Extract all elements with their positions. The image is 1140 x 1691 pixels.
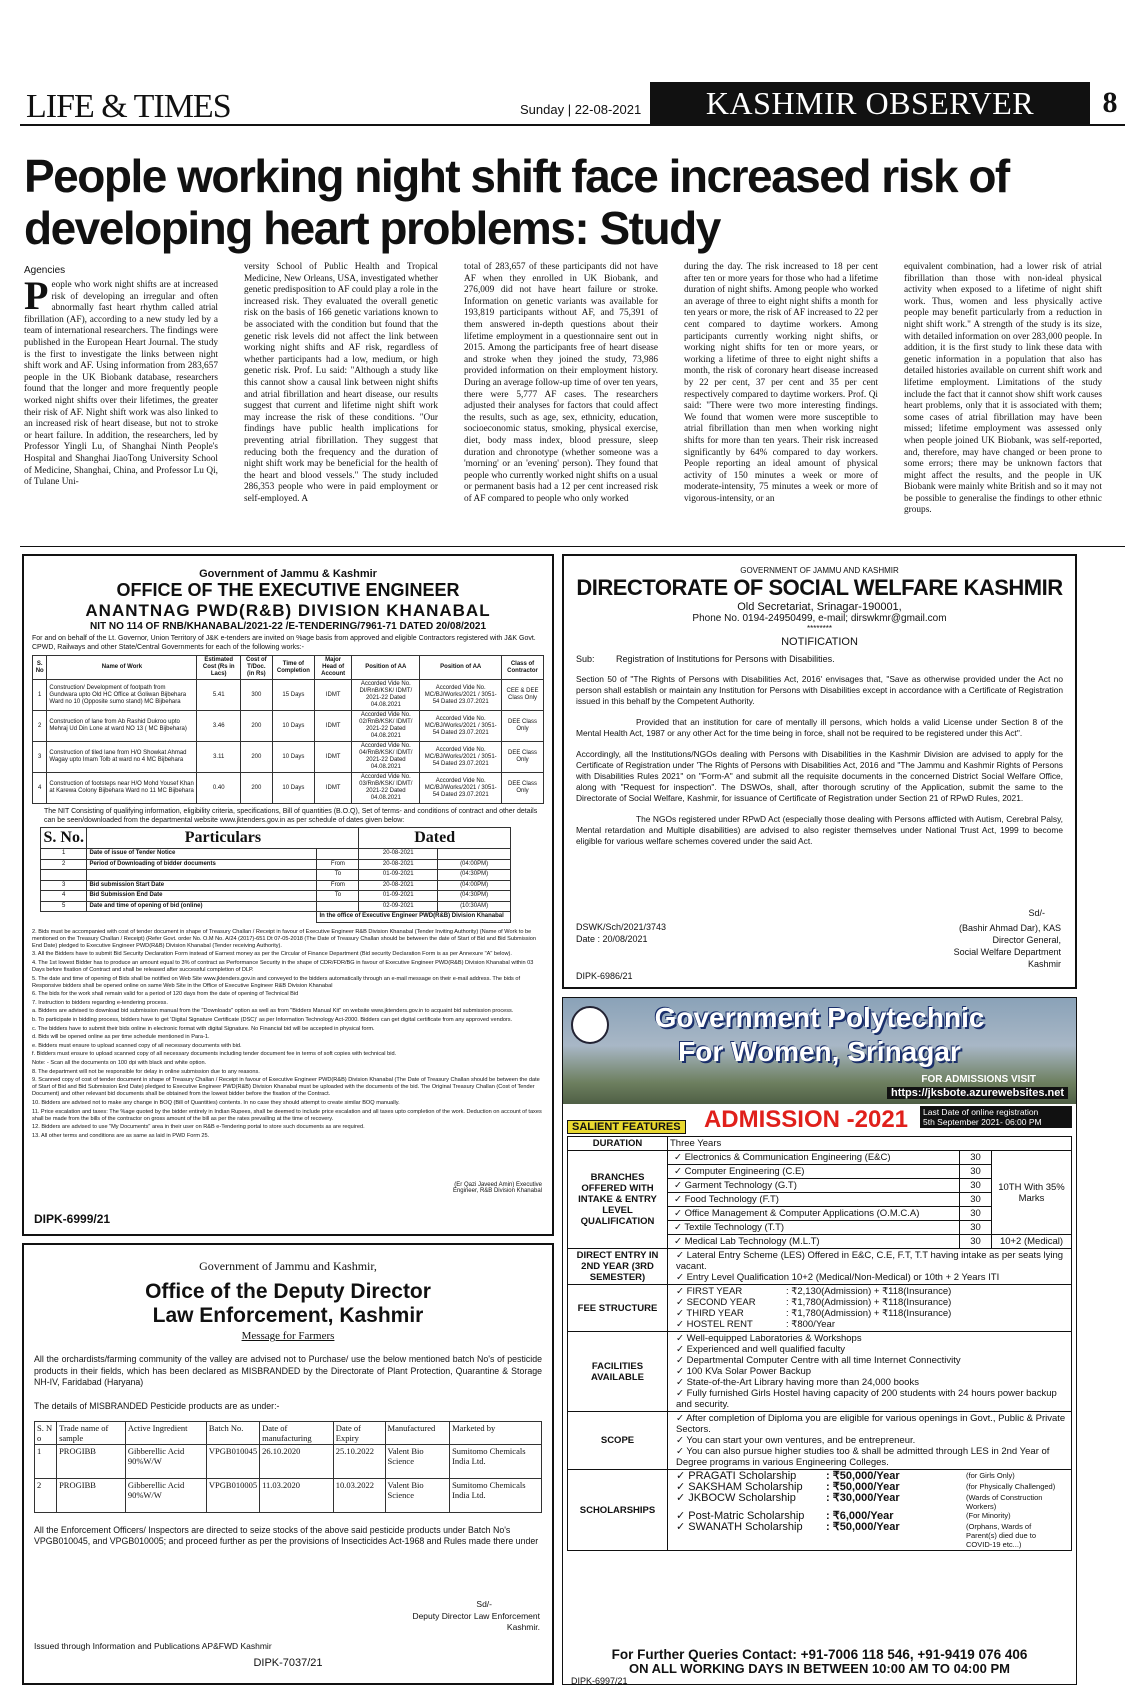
working-hours: ON ALL WORKING DAYS IN BETWEEN 10:00 AM TO 04:00 PM	[629, 1661, 1010, 1676]
table-cell: 200	[241, 773, 273, 804]
poly-title-2: For Women, Srinagar	[678, 1036, 961, 1067]
ad-pwd-tender	[22, 554, 554, 1236]
ad-signature: (Er Qazi Javeed Amin) Executive Engineer, R&B Division Khanabal	[452, 1182, 542, 1194]
table-header: Active Ingredient	[125, 1421, 206, 1444]
scholarship-name: ✓ SWANATH Scholarship	[676, 1521, 803, 1533]
table-cell: DEE Class Only	[502, 742, 544, 773]
table-row	[41, 891, 511, 902]
table-cell: Valent Bio Science	[385, 1478, 450, 1512]
term-item: b. To participate in bidding process, bidders have to get 'Digital Signature Certificate (DSC)' as per Information Technology Act-2000. Bidders can get digital certificate from any approved vendors.	[32, 1017, 513, 1024]
works-table	[32, 655, 544, 804]
table-cell: Accorded Vide No. MC/BJ/Works/2021 / 3051-54 Dated 23.07.2021	[420, 742, 502, 773]
table-row	[568, 1151, 1072, 1165]
features-table	[567, 1136, 1072, 1551]
duration-value: Three Years	[668, 1137, 1072, 1151]
fee-amount: : ₹1,780(Admission) + ₹118(Insurance)	[786, 1297, 952, 1308]
list-item: ✓ After completion of Diploma you are eligible for various openings in Govt., Public & Private Sectors.	[676, 1413, 1066, 1435]
table-cell: Construction of footsteps near H/O Mohd Yousef Khan at Karewa Colony Bijbehara Ward no 11 MC Bijbehara	[47, 773, 197, 804]
dipk-number: DIPK-6997/21	[571, 1676, 628, 1685]
table-row	[35, 1478, 542, 1512]
signer-block	[954, 922, 1061, 970]
para-2: Provided that an institution for care of mentally ill persons, which holds a valid License under Section 8 of the Mental Health Act, 1987 or any other Act for the time being in force, shall not be required to be registered under this Act".	[576, 717, 1063, 738]
branch-seats: 30	[960, 1235, 992, 1249]
table-cell: 10.03.2022	[333, 1478, 385, 1512]
subject-label: Sub:	[576, 654, 595, 664]
article-byline: Agencies	[24, 265, 66, 276]
stars: ********	[807, 624, 832, 633]
table-cell: CEE & DEE Class Only	[502, 680, 544, 711]
schedule-footer: In the office of Executive Engineer PWD(R&B) Division Khanabal	[317, 912, 511, 923]
signer-name: (Bashir Ahmad Dar), KAS	[958, 923, 1061, 933]
branch-name: ✓ Food Technology (F.T)	[668, 1193, 960, 1207]
notification-heading: NOTIFICATION	[781, 636, 858, 648]
table-header: Estimated Cost (Rs in Lacs)	[197, 656, 241, 680]
dipk-number: DIPK-6999/21	[34, 1212, 111, 1226]
table-cell: Construction of tiled lane from H/O Showkat Ahmad Wagay upto Imam Tolb at ward no 4 MC Bijbehara	[47, 742, 197, 773]
table-cell: 3	[41, 880, 87, 891]
list-item: ✓ Entry Level Qualification 10+2 (Medical/Non-Medical) or 10th + 2 Years ITI	[676, 1272, 1000, 1283]
signer-title: Director General,	[992, 935, 1061, 945]
row-label: DURATION	[568, 1137, 668, 1151]
list-item: ✓ Lateral Entry Scheme (LES) Offered in E&C, C.E, F.T, T.T having intake as per seats lying vacant.	[676, 1250, 1064, 1272]
ad-address: Old Secretariat, Srinagar-190001,	[737, 601, 902, 613]
table-cell: DEE Class Only	[502, 711, 544, 742]
article-headline: People working night shift face increased risk of developing heart problems: Study	[24, 150, 1009, 254]
ad-title-1: Office of the Deputy Director	[145, 1280, 431, 1303]
signer-title: Deputy Director Law Enforcement	[412, 1611, 540, 1621]
table-row	[568, 1412, 1072, 1470]
term-item: a. Bidders are advised to download bid submission manual from the "Downloads" option as well as from "Bidders Manual Kit" on website www.jktenders.gov.in to acquaint bid submission process.	[32, 1008, 514, 1015]
scholarship-name: ✓ PRAGATI Scholarship	[676, 1470, 797, 1482]
fee-year: ✓ THIRD YEAR	[676, 1308, 744, 1319]
table-header: Major Head of Account	[315, 656, 352, 680]
ad-nit: NIT NO 114 OF RNB/KHANABAL/2021-22 /E-TENDERING/7961-71 DATED 20/08/2021	[89, 621, 487, 632]
para-1: All the orchardists/farming community of the valley are advised not to Purchase/ use the below mentioned batch No's of pesticide products in their fields, which has been declared as MISBRANDED by the Directorate of Plant Protection, Quarantine & Storage NH-IV, Faridabad (Haryana)	[34, 1354, 542, 1387]
table-cell: (10:30AM)	[438, 901, 511, 912]
table-header: Date of manufacturing	[260, 1421, 334, 1444]
admission-url[interactable]: https://jksbote.azurewebsites.net	[887, 1087, 1068, 1099]
branch-seats: 30	[960, 1151, 992, 1165]
branch-name: ✓ Textile Technology (T.T)	[668, 1221, 960, 1235]
table-cell: Period of Downloading of bidder documents	[87, 859, 317, 870]
term-item: e. Bidders must ensure to upload scanned copy of all necessary documents with bid.	[32, 1042, 242, 1049]
admission-year: ADMISSION -2021	[703, 1106, 909, 1133]
term-item: 8. The department will not be responsible for delay in online submission due to any reasons.	[32, 1068, 260, 1075]
table-cell: 3.11	[197, 742, 241, 773]
scholarship-note: (Orphans, Wards of Parent(s) died due to COVID-19 etc...)	[966, 1522, 1037, 1549]
table-header: Cost of T/Doc. (in Rs)	[241, 656, 273, 680]
table-header: Class of Contractor	[502, 656, 544, 680]
table-cell: (04:30PM)	[438, 891, 511, 902]
term-item: d. Bids will be opened online as per time schedule mentioned in Para-1.	[32, 1034, 210, 1041]
table-cell: 11.03.2020	[260, 1478, 334, 1512]
branch-seats: 30	[960, 1193, 992, 1207]
branch-seats: 30	[960, 1179, 992, 1193]
table-row	[33, 742, 544, 773]
table-cell: Construction/ Development of footpath from Gundwara upto Old HC Office at Goliwan Bijbehara Ward no 10 (Opposite sumo stand) MC Bijbehara	[47, 680, 197, 711]
para-4: The NGOs registered under RPwD Act (especially those dealing with Persons afflicted with Autism, Cerebral Palsy, Mental retardation and Multiple disabilities) are advised to also register themselves under National Trust Act, 1999 to become eligible for various welfare schemes covered under the said Act.	[576, 814, 1063, 846]
para-3: Accordingly, all the Institutions/NGOs dealing with Persons with Disabilities in the Kashmir Division are advised to apply for the Certificate of Registration under 'The Rights of Persons with Disabilities Act, 2016 and "The Jammu and Kashmir Rights of Persons with Disabilities Rules 2021" on "Form-A" and submit all the requisite documents in the concerned District Social Welfare Office, along with "Request for inspection". The DSWOs, shall, after thorough scrutiny of the Application, submit the same to the Directorate of Social Welfare, Kashmir, for issuance of Certificate of Registration under Section 21 of RPwD Rules, 2021.	[576, 749, 1063, 803]
fee-list	[668, 1285, 1072, 1332]
scholarship-amount: : ₹50,000/Year	[826, 1481, 900, 1493]
table-cell: 5.41	[197, 680, 241, 711]
table-cell: Accorded Vide No. 03/RnB/KSK/ IDMT/ 2021-22 Dated 04.08.2021	[352, 773, 420, 804]
table-cell: 20-08-2021	[359, 880, 438, 891]
row-label: FEE STRUCTURE	[568, 1285, 668, 1332]
ad-note: The NIT Consisting of qualifying information, eligibility criteria, specifications, Bill of quantities (B.O.Q), Set of terms- and conditions of contract and other details can be seen/downloaded from the departmental website www.jktenders.gov.in as per schedule of dates given below:	[44, 808, 538, 824]
scholarship-name: ✓ SAKSHAM Scholarship	[676, 1481, 803, 1493]
table-header: S. N o	[35, 1421, 57, 1444]
table-cell: 20-08-2021	[359, 849, 438, 860]
table-cell: Sumitomo Chemicals India Ltd.	[450, 1478, 542, 1512]
dipk-number: DIPK-7037/21	[253, 1657, 323, 1669]
list-item: ✓ Fully furnished Girls Hostel having capacity of 200 students with 24 hours power backup and security.	[676, 1388, 1057, 1410]
fee-amount: : ₹800/Year	[786, 1319, 836, 1330]
ad-law-enforcement	[22, 1243, 554, 1685]
table-cell: Valent Bio Science	[385, 1444, 450, 1478]
branch-name: ✓ Office Management & Computer Applications (O.M.C.A)	[668, 1207, 960, 1221]
scholarship-item	[670, 1493, 1069, 1511]
facilities-list	[668, 1332, 1072, 1412]
table-header: S. No.	[41, 828, 87, 849]
article-column-3	[464, 262, 658, 538]
table-cell: 10 Days	[272, 711, 314, 742]
ad-title-2: Law Enforcement, Kashmir	[152, 1304, 424, 1327]
table-header: Particulars	[87, 828, 359, 849]
column-text: total of 283,657 of these participants did not have AF when they enrolled in UK Biobank, and 276,009 did not have heart failure or stroke. Information on genetic variants was available for 193,819 participants without AF, and 75,391 of them answered in-depth questions about their lifetime employment in a questionnaire sent out in 2015. Among the participants free of heart disease and stroke when they joined the study, 73,986 provided information on their employment history. During an average follow-up time of over ten years, there were 5,777 AF cases. The researchers adjusted their analyses for factors that could affect the results, such as age, sex, ethnicity, education, socioeconomic status, smoking, physical exercise, diet, body mass index, blood pressure, sleep duration and chronotype (whether someone was a 'morning' or an 'evening' person). They found that people who currently worked night shifts on a usual or permanent basis had a 12 per cent increased risk of AF compared to people who only worked	[464, 262, 658, 504]
table-cell: Date and time of opening of bid (online)	[87, 901, 317, 912]
scholarship-note: (for Physically Challenged)	[966, 1482, 1056, 1491]
table-cell: DEE Class Only	[502, 773, 544, 804]
row-label: SCHOLARSHIPS	[568, 1470, 668, 1551]
article-column-2	[244, 262, 438, 538]
issued-by: Issued through Information and Publications AP&FWD Kashmir	[34, 1641, 272, 1651]
table-row	[568, 1137, 1072, 1151]
table-row	[41, 870, 511, 881]
table-cell: 1	[33, 680, 47, 711]
table-cell: IDMT	[315, 711, 352, 742]
table-row	[41, 849, 511, 860]
table-cell: IDMT	[315, 742, 352, 773]
table-cell: Sumitomo Chemicals India Ltd.	[450, 1444, 542, 1478]
term-item: 5. The date and time of opening of Bids shall be notified on Web Site www.jktenders.gov.in and conveyed to the bidders automatically through an e-mail message on their e-mail address. The bids of Responsive bidders shall be opened online on same Web Site in the Office of Executive Engineer R&B Division Khanabal	[32, 975, 521, 989]
branch-name: ✓ Garment Technology (G.T)	[668, 1179, 960, 1193]
branch-seats: 30	[960, 1221, 992, 1235]
table-cell: 200	[241, 742, 273, 773]
table-header: Date of Expiry	[333, 1421, 385, 1444]
table-cell: To	[317, 891, 359, 902]
table-header: Time of Completion	[272, 656, 314, 680]
last-date-line-2: 5th September 2021- 06:00 PM	[923, 1117, 1042, 1127]
message-heading: Message for Farmers	[241, 1330, 335, 1342]
term-item: f. Bidders must ensure to upload scanned copy of all necessary documents including tender document fee in terms of soft copies with technical bid.	[32, 1051, 397, 1058]
para-1: Section 50 of "The Rights of Persons with Disabilities Act, 2016' envisages that, "Save as otherwise provided under the Act no person shall establish or maintain any Institution for Persons with Disabilities except in accordance with a Certificate of Registration issued in this behalf by the Competent Authority.	[576, 674, 1063, 706]
table-header: Name of Work	[47, 656, 197, 680]
table-cell	[41, 870, 87, 881]
table-row	[41, 880, 511, 891]
table-cell: 3	[33, 742, 47, 773]
term-item: 10. Bidders are advised not to make any change in BOQ (Bill of Quantities) contents. In no case they should attempt to create similar BOQ manually.	[32, 1099, 400, 1106]
table-cell: Accorded Vide No. 04/RnB/KSK/ IDMT/ 2021-22 Dated 04.08.2021	[352, 742, 420, 773]
table-cell: Construction of lane from Ab Rashid Dukroo upto Mehraj Ud Din Lone at ward NO 13 ( MC Bijbehara)	[47, 711, 197, 742]
term-item: 9. Scanned copy of cost of tender document in shape of Treasury Challan / Receipt in favour of Executive Engineer PWD(R&B) Division Khanabal (The Date of Treasury Challan should be between the date of Start of Bid and Bid Submission End Date) pledged to Executive Engineer PWD(R&B) Division Khanabal must be uploaded with the documents of the bid. The Original Treasury Challan (Cost of Tender Document) and other relevant bid documents shall be obtained from the lowest bidder before the fixation of the Contract.	[32, 1077, 540, 1098]
fee-item	[670, 1297, 1069, 1308]
pesticide-table	[34, 1421, 542, 1513]
table-cell	[87, 870, 317, 881]
branch-seats: 30	[960, 1207, 992, 1221]
table-cell	[438, 849, 511, 860]
page-number: 8	[1102, 86, 1118, 119]
table-cell	[317, 901, 359, 912]
table-row	[568, 1249, 1072, 1285]
term-item: 4. The 1st lowest Bidder has to produce an amount equal to 3% of contract as Performance Security in the shape of CDR/FDR/BG in favour of Executive Engineer PWD(R&B) Division Khanabal within 03 Days before fixation of Contract and shall be released after successful completion of DLP.	[32, 959, 534, 973]
scholarship-list	[668, 1470, 1072, 1551]
subject-text: Registration of Institutions for Persons with Disabilities.	[616, 654, 835, 664]
table-cell: 3.46	[197, 711, 241, 742]
ad-polytechnic	[562, 997, 1077, 1685]
table-cell: To	[317, 870, 359, 881]
list-item: ✓ Departmental Computer Centre with all time Internet Connectivity	[676, 1355, 961, 1366]
list-item: ✓ Well-equipped Laboratories & Workshops	[676, 1333, 862, 1344]
sd-mark: Sd/-	[1028, 908, 1045, 918]
row-label: SCOPE	[568, 1412, 668, 1470]
scholarship-amount: : ₹30,000/Year	[826, 1492, 900, 1504]
table-header: S. No	[33, 656, 47, 680]
signer-block	[412, 1611, 540, 1633]
table-header: Position of AA	[420, 656, 502, 680]
scholarship-amount: : ₹50,000/Year	[826, 1470, 900, 1482]
scholarship-name: ✓ JKBOCW Scholarship	[676, 1492, 796, 1504]
fee-year: ✓ SECOND YEAR	[676, 1297, 756, 1308]
branch-name: ✓ Electronics & Communication Engineering (E&C)	[668, 1151, 960, 1165]
paper-name: KASHMIR OBSERVER	[650, 82, 1090, 124]
table-cell: IDMT	[315, 773, 352, 804]
table-cell: Gibberellic Acid 90%W/W	[125, 1478, 206, 1512]
table-cell: 01-09-2021	[359, 891, 438, 902]
table-cell: (04:00PM)	[438, 880, 511, 891]
list-item: ✓ You can start your own ventures, and be entrepreneur.	[676, 1435, 916, 1446]
section-title: LIFE & TIMES	[26, 88, 231, 125]
table-cell: Accorded Vide No. MC/BJ/Works/2021 / 3051-54 Dated 23.07.2021	[420, 711, 502, 742]
table-header: Batch No.	[206, 1421, 259, 1444]
issue-date: Sunday | 22-08-2021	[520, 102, 642, 117]
table-row	[33, 680, 544, 711]
salient-features-label: SALIENT FEATURES	[567, 1120, 686, 1134]
table-cell: 25.10.2022	[333, 1444, 385, 1478]
drop-cap: P	[24, 280, 49, 318]
fee-year: ✓ HOSTEL RENT	[676, 1319, 753, 1330]
table-header: Trade name of sample	[57, 1421, 126, 1444]
table-cell: 02-09-2021	[359, 901, 438, 912]
table-cell: 4	[41, 891, 87, 902]
table-cell: Accorded Vide No. MC/BJ/Works/2021 / 3051-54 Dated 23.07.2021	[420, 680, 502, 711]
table-cell: 2	[41, 859, 87, 870]
table-cell: 300	[241, 680, 273, 711]
table-cell: PROGIBB	[57, 1478, 126, 1512]
article-column-1	[24, 280, 218, 538]
ref-date: Date : 20/08/2021	[576, 934, 648, 944]
table-cell	[317, 849, 359, 860]
table-cell: 0.40	[197, 773, 241, 804]
ad-title: DIRECTORATE OF SOCIAL WELFARE KASHMIR	[576, 575, 1063, 600]
fee-amount: : ₹1,780(Admission) + ₹118(Insurance)	[786, 1308, 952, 1319]
table-cell: Accorded Vide No. 02/RnB/KSK/ IDMT/ 2021-22 Dated 04.08.2021	[352, 711, 420, 742]
scholarship-note: (Wards of Construction Workers)	[966, 1493, 1043, 1511]
table-cell: Accorded Vide No. MC/BJ/Works/2021 / 3051-54 Dated 23.07.2021	[420, 773, 502, 804]
table-cell: Bid submission Start Date	[87, 880, 317, 891]
ad-govt: GOVERNMENT OF JAMMU AND KASHMIR	[740, 566, 899, 575]
table-cell: 4	[33, 773, 47, 804]
table-cell: 5	[41, 901, 87, 912]
fee-item	[670, 1319, 1069, 1330]
direct-entry-list	[668, 1249, 1072, 1285]
list-item: ✓ You can also pursue higher studies too & shall be admitted through LES in 2nd Year of Degree programs in various Engineering Colleges.	[676, 1446, 1050, 1468]
article-column-4	[684, 262, 878, 538]
table-cell: 26.10.2020	[260, 1444, 334, 1478]
table-row	[41, 859, 511, 870]
scope-list	[668, 1412, 1072, 1470]
last-date-line-1: Last Date of online registration	[923, 1107, 1039, 1117]
ad-govt: Government of Jammu and Kashmir,	[199, 1259, 377, 1273]
dipk-number: DIPK-6986/21	[576, 971, 633, 981]
table-cell: 2	[33, 711, 47, 742]
schedule-table	[40, 827, 511, 923]
ad-govt: Government of Jammu & Kashmir	[199, 568, 377, 580]
table-cell: 10 Days	[272, 773, 314, 804]
fee-item	[670, 1286, 1069, 1297]
table-cell: 15 Days	[272, 680, 314, 711]
article-column-5	[904, 262, 1102, 538]
signer-place: Kashmir	[1027, 959, 1061, 969]
table-cell: PROGIBB	[57, 1444, 126, 1478]
table-cell: IDMT	[315, 680, 352, 711]
row-label: FACILITIES AVAILABLE	[568, 1332, 668, 1412]
para-3: All the Enforcement Officers/ Inspectors are directed to seize stocks of the above said pesticide products under Batch No's VPGB010045, and VPGB010005; and proceed further as per the provisions of Insecticides Act-1968 and Rules made there under	[34, 1524, 539, 1546]
ad-intro: For and on behalf of the Lt. Governor, Union Territory of J&K e-tenders are invited on %age basis from approved and eligible Contractors registered with J&K Govt. CPWD, Railways and other State/Central Governments for each of the following works:-	[32, 635, 536, 651]
term-item: 3. All the Bidders have to submit Bid Security Declaration Form instead of Earnest money as per the Circular of Finance Department (Bid security Declaration Form is as per Annexure "A" below).	[32, 951, 512, 958]
masthead	[20, 82, 1125, 126]
branch-name: ✓ Computer Engineering (C.E)	[668, 1165, 960, 1179]
table-row	[568, 1285, 1072, 1332]
term-item: Note: - Scan all the documents on 100 dpi with black and white option.	[32, 1060, 207, 1066]
fee-amount: : ₹2,130(Admission) + ₹118(Insurance)	[786, 1286, 952, 1297]
table-header: Manufactured	[385, 1421, 450, 1444]
table-row	[568, 1470, 1072, 1551]
row-label: DIRECT ENTRY IN 2ND YEAR (3RD SEMESTER)	[568, 1249, 668, 1285]
column-text: equivalent combination, had a lower risk of atrial fibrillation than those with non-ideal physical activity when exposed to a lifetime of night shift work. Thus, women and less physically active people may benefit particularly from a reduction in night shift work." A strength of the study is its size, with detailed information on over 283,000 people. In addition, it is the first study to link these data with genetic information in a population that also has detailed histories available on current shift work and lifetime employment. Limitations of the study include the fact that it cannot show shift work causes heart problems, only that it is associated with them; some cases of atrial fibrillation may have been missed; lifetime employment was assessed only when people joined UK Biobank, was self-reported, and, therefore, may have changed or been prone to some errors; there may be unknown factors that might affect the results, and the people in UK Biobank were mainly white British and so it may not be possible to generalise the findings to other ethnic groups.	[904, 262, 1102, 516]
table-header: Dated	[359, 828, 511, 849]
table-cell: 20-08-2021	[359, 859, 438, 870]
queries-contact: For Further Queries Contact: +91-7006 118 546, +91-9419 076 406	[611, 1647, 1028, 1662]
table-row	[33, 711, 544, 742]
table-cell: From	[317, 859, 359, 870]
row-label: BRANCHES OFFERED WITH INTAKE & ENTRY LEVEL QUALIFICATION	[568, 1151, 668, 1249]
ad-social-welfare	[562, 554, 1077, 989]
table-cell: 01-09-2021	[359, 870, 438, 881]
table-header: Marketed by	[450, 1421, 542, 1444]
ref-no: DSWK/Sch/2021/3743	[576, 922, 667, 932]
fee-item	[670, 1308, 1069, 1319]
table-cell: Bid Submission End Date	[87, 891, 317, 902]
poly-title-1: Government Polytechnic	[654, 1002, 985, 1033]
table-cell: Date of issue of Tender Notice	[87, 849, 317, 860]
scholarship-item	[670, 1522, 1069, 1549]
fee-year: ✓ FIRST YEAR	[676, 1286, 743, 1297]
term-item: 2. Bids must be accompanied with cost of tender document in shape of Treasury Challan / Receipt in favour of Executive Engineer R&B Division Khanabal (Tender Inviting Authority) (Name of Work to be mentioned on the Treasury Challan / Receipt) (Refer Govt. order No. O.M No. A/24 (2017)-651 Dt 07-05-2018 (The Date of Treasury Challan should be between the date of Start of Bid and Bid Submission End Date) pledged to Executive Engineer PWD(R&B) Division Khanabal (Tender receiving Authority).	[32, 928, 537, 949]
table-row	[33, 773, 544, 804]
visit-label: FOR ADMISSIONS VISIT	[921, 1074, 1036, 1085]
last-date-box	[920, 1106, 1072, 1128]
list-item: ✓ Experienced and well qualified faculty	[676, 1344, 846, 1355]
qualification-12th: 10+2 (Medical)	[992, 1235, 1072, 1249]
branch-seats: 30	[960, 1165, 992, 1179]
ad-phone: Phone No. 0194-24950499, e-mail; dirswkmr@gmail.com	[692, 613, 947, 624]
term-item: c. The bidders have to submit their bids online in electronic format with digital Signature. No Financial bid will be accepted in physical form.	[32, 1025, 375, 1032]
ad-division: ANANTNAG PWD(R&B) DIVISION KHANABAL	[85, 601, 491, 620]
term-item: 6. The bids for the work shall remain valid for a period of 120 days from the date of opening of Technical Bid	[32, 991, 299, 998]
table-cell: (04:00PM)	[438, 859, 511, 870]
table-row	[568, 1332, 1072, 1412]
column-text: versity School of Public Health and Tropical Medicine, New Orleans, USA, investigated whether genetic predisposition to AF could play a role in the increased risk. They evaluated the overall genetic risk on the basis of 166 genetic variations known to be associated with the condition but found that the genetic risk levels did not affect the link between working night shifts and AF risk, regardless of whether participants had a low, medium, or high genetic risk. Prof. Lu said: "Although a study like this cannot show a causal link between night shifts and atrial fibrillation and heart disease, our results suggest that current and lifetime night shift work may increase the risk of these conditions. "Our findings have public health implications for preventing atrial fibrillation. They suggest that reducing both the frequency and the duration of night shift work may be beneficial for the health of the heart and blood vessels." The study included 286,353 people who were in paid employment or self-employed. A	[244, 262, 438, 504]
table-cell: From	[317, 880, 359, 891]
terms-list	[32, 929, 544, 1140]
table-cell: (04:30PM)	[438, 870, 511, 881]
term-item: 12. Bidders are advised to use "My Documents" area in their user on R&B e-Tendering portal to store such documents as are required.	[32, 1124, 365, 1131]
list-item: ✓ 100 KVa Solar Power Backup	[676, 1366, 812, 1377]
table-cell: Accorded Vide No. DI/RnB/KSK/ IDMT/ 2021-22 Dated 04.08.2021	[352, 680, 420, 711]
scholarship-amount: : ₹6,000/Year	[826, 1510, 894, 1522]
branch-name: ✓ Medical Lab Technology (M.L.T)	[668, 1235, 960, 1249]
table-cell: 10 Days	[272, 742, 314, 773]
scholarship-note: (For Minority)	[966, 1511, 1011, 1520]
signer-dept: Social Welfare Department	[953, 947, 1061, 957]
qualification-10th: 10TH With 35% Marks	[992, 1151, 1072, 1235]
table-cell: VPGB010005	[206, 1478, 259, 1512]
table-cell: Gibberellic Acid 90%W/W	[125, 1444, 206, 1478]
column-text: eople who work night shifts are at increased risk of developing an irregular and often abnormally fast heart rhythm called atrial fibrillation (AF), according to a new study led by a team of international researchers. The findings were published in the European Heart Journal. The study is the first to investigate the links between night shift work and AF. Using information from 283,657 people in the UK Biobank database, researchers found that the longer and more frequently people worked night shifts over their lifetimes, the greater their risk of AF. Night shift work was also linked to an increased risk of heart disease, but not to stroke or heart failure. In addition, the researchers, led by Professor Yingli Lu, of Shanghai Ninth People's Hospital and Shanghai JiaoTong University School of Medicine, Shanghai, China, and Professor Lu Qi, of Tulane Uni-	[24, 280, 218, 488]
table-header: Position of AA	[352, 656, 420, 680]
term-item: 7. Instruction to bidders regarding e-tendering process.	[32, 999, 168, 1006]
term-item: 13. All other terms and conditions are as same as laid in PWD Form 25.	[32, 1132, 210, 1139]
subject-line	[576, 654, 1063, 664]
term-item: 11. Price escalation and taxes: The %age quoted by the bidder entirely in Indian Rupees, shall be deemed to include price escalation and all taxes upto completion of the work. Deduction on account of taxes shall be made from the bills of the contractor on gross amount of the bill as per the rates prevailing at the time of recovery.	[32, 1108, 542, 1122]
column-text: during the day. The risk increased to 18 per cent after ten or more years for those who had a lifetime duration of night shifts. Among people who worked an average of three to eight night shifts a month for ten years or more, the risk of AF increased to 22 per cent compared to daytime workers. Among participants currently working night shifts, or working night shifts for ten or more years, or working a lifetime of three to eight night shifts a month, the risk of coronary heart disease increased by 22 per cent, 37 per cent and 35 per cent respectively compared to daytime workers. Prof. Qi said: "There were two more interesting findings. We found that women were more susceptible to atrial fibrillation than men when working night shifts for more than ten years. Their risk increased significantly by 64% compared to day workers. People reporting an ideal amount of physical activity of 150 minutes a week or more of moderate-intensity, 75 minutes a week or more of vigorous-intensity, or an	[684, 262, 878, 504]
signer-place: Kashmir.	[506, 1622, 540, 1632]
scholarship-note: (for Girls Only)	[966, 1471, 1015, 1480]
table-cell: 2	[35, 1478, 57, 1512]
sd-mark: Sd/-	[476, 1599, 492, 1609]
scholarship-name: ✓ Post-Matric Scholarship	[676, 1510, 805, 1522]
ad-office: OFFICE OF THE EXECUTIVE ENGINEER	[116, 580, 460, 600]
scholarship-amount: : ₹50,000/Year	[826, 1521, 900, 1533]
table-row	[35, 1444, 542, 1478]
table-cell: 1	[35, 1444, 57, 1478]
para-2: The details of MISBRANDED Pesticide products are as under:-	[34, 1400, 280, 1411]
divider	[20, 546, 1125, 547]
table-row	[41, 901, 511, 912]
table-cell: 200	[241, 711, 273, 742]
table-cell: 1	[41, 849, 87, 860]
table-cell: VPGB010045	[206, 1444, 259, 1478]
list-item: ✓ State-of-the-Art Library having more than 24,000 books	[676, 1377, 919, 1388]
